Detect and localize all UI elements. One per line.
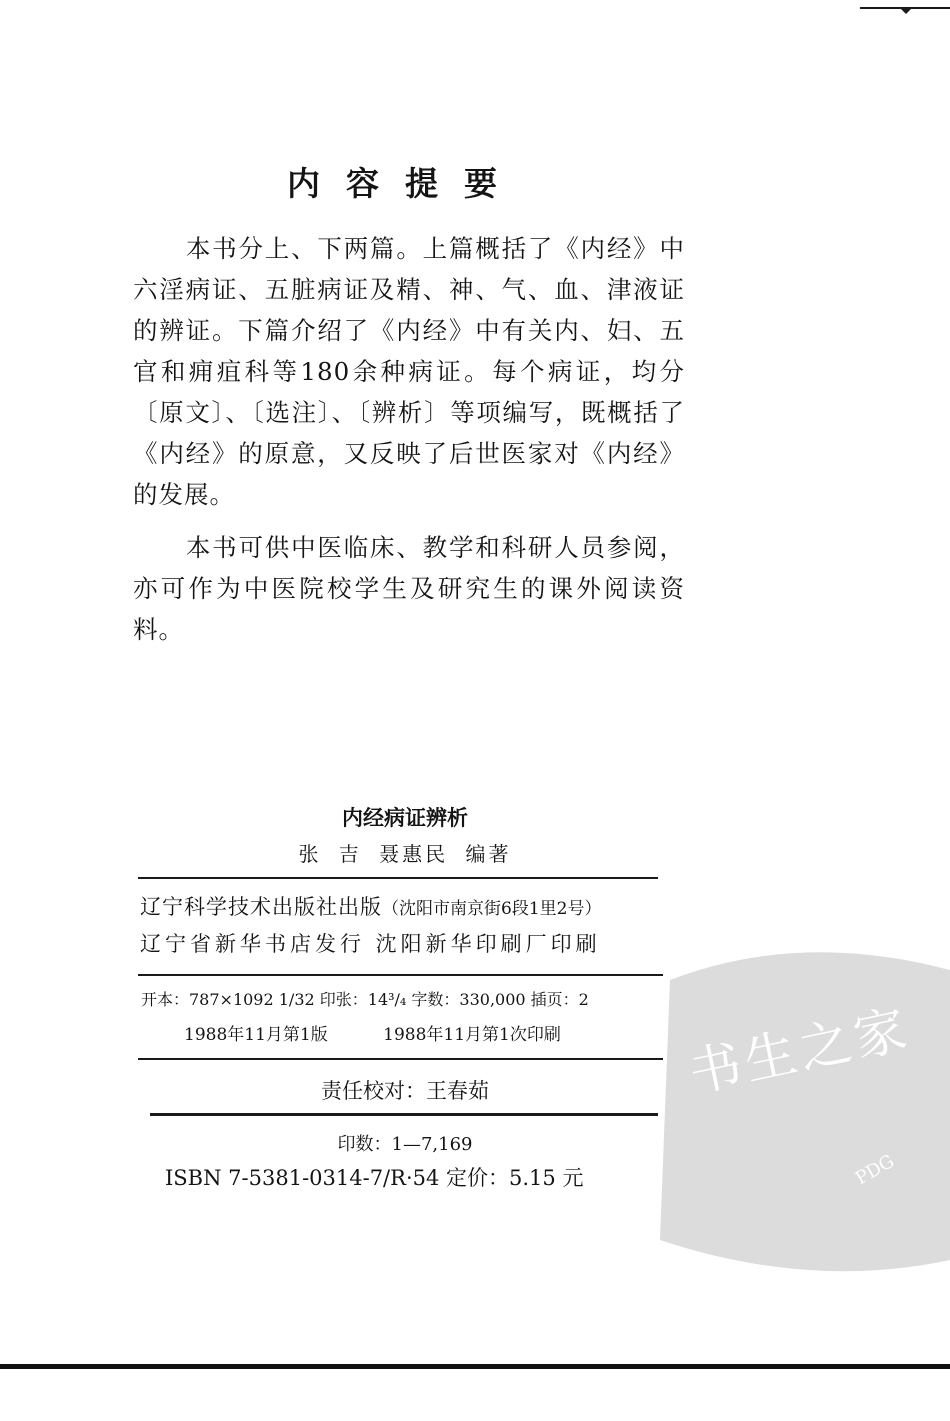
- isbn-price: ISBN 7-5381-0314-7/R·54 定价：5.15 元: [165, 1166, 584, 1190]
- first-printing: 1988年11月第1次印刷: [383, 1025, 561, 1045]
- summary-paragraph-2: [133, 527, 685, 650]
- stamp-seal: [660, 952, 950, 1271]
- watermark-stamp: [650, 940, 950, 1280]
- summary-paragraph-2-text: 本书可供中医临床、教学和科研人员参阅，亦可作为中医院校学生及研究生的课外阅读资料。: [133, 533, 685, 644]
- print-run: 印数：1—7,169: [337, 1134, 473, 1155]
- rule-3: [138, 1058, 663, 1060]
- authors: 张 吉 聂惠民 编著: [298, 842, 512, 866]
- publisher: 辽宁科学技术出版社出版: [140, 895, 382, 919]
- summary-paragraph-1: [133, 228, 685, 515]
- summary-title: 内容提要: [287, 164, 523, 203]
- rule-2: [138, 974, 663, 976]
- corner-scan-mark: [860, 0, 950, 10]
- stamp-char-1: 书生之家: [684, 999, 916, 1105]
- proofreader: 责任校对：王春茹: [321, 1079, 489, 1103]
- rule-4: [150, 1113, 658, 1116]
- stamp-mark: PDG: [852, 1150, 898, 1190]
- summary-paragraph-1-text: 本书分上、下两篇。上篇概括了《内经》中六淫病证、五脏病证及精、神、气、血、津液证的辨证。下篇介绍了《内经》中有关内、妇、五官和痈疽科等180余种病证。每个病证，均分〔原文〕、〔选注〕、〔辨析〕等项编写，既概括了《内经》的原意，又反映了后世医家对《内经》的发展。: [133, 234, 685, 509]
- book-title: 内经病证辨析: [342, 806, 468, 830]
- distribution-line: 辽宁省新华书店发行 沈阳新华印刷厂印刷: [140, 932, 601, 956]
- format-specs: 开本：787×1092 1/32 印张：14³/₄ 字数：330,000 插页：2: [141, 990, 589, 1009]
- publisher-address: （沈阳市南京街6段1里2号）: [382, 899, 602, 919]
- publisher-line: [140, 891, 601, 921]
- edition-line: [184, 1020, 561, 1045]
- bottom-rule: [0, 1364, 950, 1369]
- first-edition: 1988年11月第1版: [184, 1025, 328, 1045]
- rule-1: [138, 877, 658, 879]
